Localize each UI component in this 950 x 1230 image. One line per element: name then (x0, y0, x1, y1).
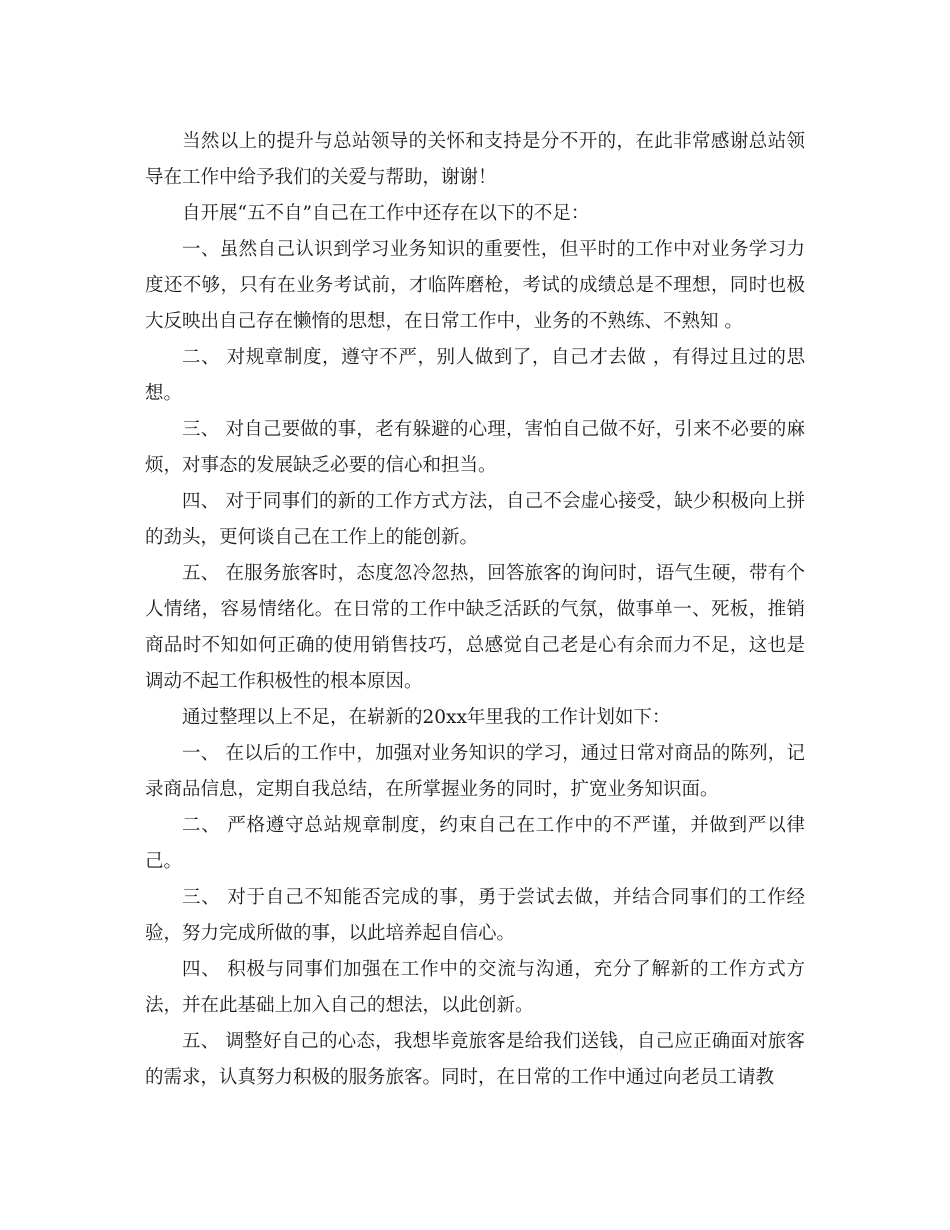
paragraph-plan-intro: 通过整理以上不足，在崭新的20xx年里我的工作计划如下： (182, 707, 671, 728)
paragraph-shortcoming-2: 二、 对规章制度，遵守不严，别人做到了，自己才去做 ，有得过且过的思想。 (145, 347, 805, 404)
paragraph-plan-2: 二、 严格遵守总站规章制度，约束自己在工作中的不严谨，并做到严以律己。 (145, 815, 805, 872)
paragraph-shortcoming-3: 三、 对自己要做的事，老有躲避的心理，害怕自己做不好，引来不必要的麻烦，对事态的发展缺乏必要的信心和担当。 (145, 419, 805, 476)
paragraph-plan-1: 一、 在以后的工作中，加强对业务知识的学习，通过日常对商品的陈列，记录商品信息，定期自我总结，在所掌握业务的同时，扩宽业务知识面。 (145, 743, 805, 800)
paragraph-shortcoming-1: 一、虽然自己认识到学习业务知识的重要性，但平时的工作中对业务学习力度还不够，只有在业务考试前，才临阵磨枪，考试的成绩总是不理想，同时也极大反映出自己存在懒惰的思想，在日常工作中，业务的不熟练、不熟知 。 (145, 239, 805, 332)
paragraph-plan-3: 三、 对于自己不知能否完成的事，勇于尝试去做，并结合同事们的工作经验，努力完成所做的事，以此培养起自信心。 (145, 887, 805, 944)
paragraph-plan-4: 四、 积极与同事们加强在工作中的交流与沟通，充分了解新的工作方式方法，并在此基础上加入自己的想法，以此创新。 (145, 959, 805, 1016)
paragraph-shortcoming-5: 五、 在服务旅客时，态度忽冷忽热，回答旅客的询问时，语气生硬，带有个人情绪，容易情绪化。在日常的工作中缺乏活跃的气氛，做事单一、死板，推销商品时不知如何正确的使用销售技巧，总感觉自己老是心有余而力不足，这也是调动不起工作积极性的根本原因。 (145, 563, 805, 692)
paragraph-plan-5: 五、 调整好自己的心态，我想毕竟旅客是给我们送钱，自己应正确面对旅客的需求，认真努力积极的服务旅客。同时，在日常的工作中通过向老员工请教 (145, 1031, 805, 1088)
paragraph-shortcoming-4: 四、 对于同事们的新的工作方式方法，自己不会虚心接受，缺少积极向上拼的劲头，更何谈自己在工作上的能创新。 (145, 491, 805, 548)
paragraph-shortcomings-intro: 自开展“五不自”自己在工作中还存在以下的不足： (182, 203, 590, 224)
paragraph-thanks: 当然以上的提升与总站领导的关怀和支持是分不开的，在此非常感谢总站领导在工作中给予我们的关爱与帮助，谢谢！ (145, 131, 805, 188)
document-body (145, 124, 805, 1096)
